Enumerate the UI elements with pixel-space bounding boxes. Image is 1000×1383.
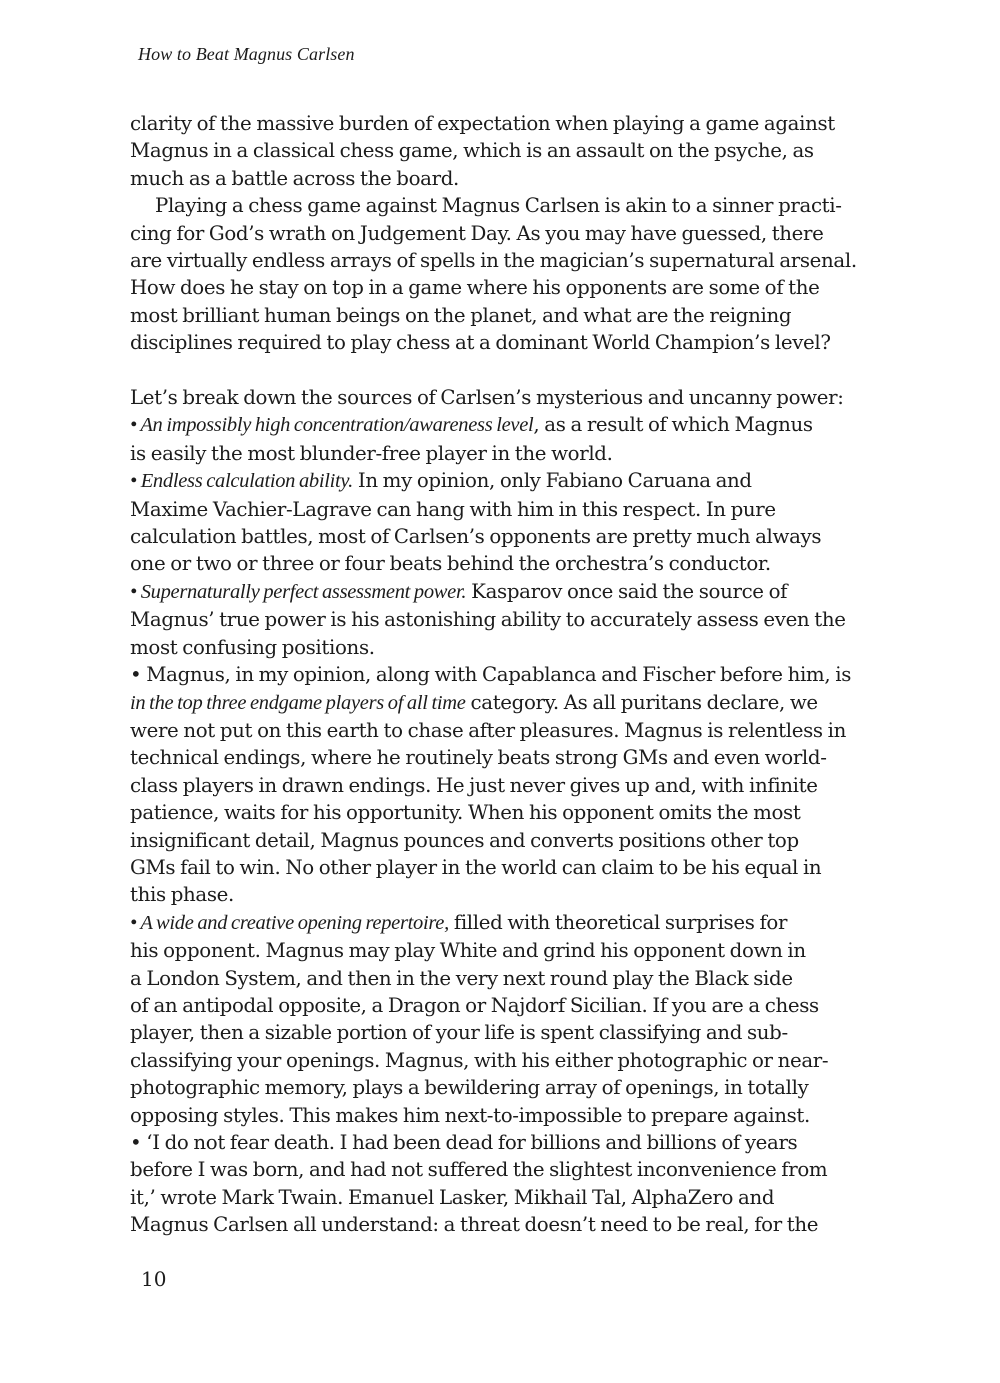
text-line: a London System, and then in the very next round play the Black side [130,966,793,990]
text-run: Kasparov once said the source of [466,579,788,603]
text-line: before I was born, and had not suffered the slightest inconvenience from [130,1158,828,1182]
intro-paragraph [130,384,870,411]
text-line: were not put on this earth to chase after pleasures. Magnus is relentless in [130,718,846,742]
text-line: most brilliant human beings on the planet, and what are the reigning [130,303,792,327]
emphasis-text: • A wide and creative opening repertoire, [130,911,449,934]
text-run: In my opinion, only Fabiano Caruana and [352,469,752,493]
bullet-twain-quote [130,1129,870,1239]
emphasis-text: in the top three endgame players of all time [130,691,466,714]
text-line: are virtually endless arrays of spells in the magician’s supernatural arsenal. [130,249,857,273]
text-line: Magnus in a classical chess game, which is an assault on the psyche, as [130,139,814,163]
text-line: classifying your openings. Magnus, with his either photographic or near- [130,1048,829,1072]
bullet-endgame [130,661,870,909]
text-line: • Magnus, in my opinion, along with Capablanca and Fischer before him, is [130,663,851,687]
bullet-calculation [130,467,870,578]
text-line: Magnus’ true power is his astonishing ability to accurately assess even the [130,608,846,632]
text-line: class players in drawn endings. He just never gives up and, with infinite [130,773,818,797]
text-run: , as a result of which Magnus [533,413,813,437]
text-line: How does he stay on top in a game where his opponents are some of the [130,276,820,300]
text-line: insignificant detail, Magnus pounces and converts positions other top [130,828,799,852]
text-line: Playing a chess game against Magnus Carlsen is akin to a sinner practi- [155,194,842,218]
paragraph-gap [130,357,870,384]
text-line: patience, waits for his opportunity. When his opponent omits the most [130,801,801,825]
text-line [130,689,870,717]
text-line: cing for God’s wrath on Judgement Day. As you may have guessed, there [130,221,824,245]
page-body [130,110,870,1239]
text-line: this phase. [130,883,234,907]
text-line [130,467,870,495]
page-number: 10 [141,1267,167,1291]
text-line: Magnus Carlsen all understand: a threat doesn’t need to be real, for the [130,1213,819,1237]
text-line: calculation battles, most of Carlsen’s opponents are pretty much always [130,525,822,549]
text-line: his opponent. Magnus may play White and grind his opponent down in [130,939,806,963]
text-line: clarity of the massive burden of expectation when playing a game against [130,112,835,135]
bullet-assessment [130,578,870,661]
text-line: player, then a sizable portion of your life is spent classifying and sub- [130,1021,788,1045]
running-header: How to Beat Magnus Carlsen [138,44,355,64]
text-line: disciplines required to play chess at a dominant World Champion’s level? [130,331,831,355]
text-run: filled with theoretical surprises for [448,910,788,934]
text-line: technical endings, where he routinely beats strong GMs and even world- [130,746,827,770]
text-line: GMs fail to win. No other player in the world can claim to be his equal in [130,855,822,879]
text-line: is easily the most blunder-free player in the world. [130,441,613,465]
text-line: much as a battle across the board. [130,166,459,190]
text-line [130,909,870,937]
text-line [130,411,870,439]
bullet-opening-repertoire [130,909,870,1129]
emphasis-text: • An impossibly high concentration/awareness level [130,414,534,437]
text-line: • ‘I do not fear death. I had been dead for billions and billions of years [130,1131,798,1155]
text-line [130,578,870,606]
text-run: category. As all puritans declare, we [465,690,818,714]
text-line: one or two or three or four beats behind the orchestra’s conductor. [130,552,771,576]
paragraph-sinner [130,192,870,356]
bullet-concentration [130,411,870,467]
text-line: of an antipodal opposite, a Dragon or Najdorf Sicilian. If you are a chess [130,993,819,1017]
text-line: most confusing positions. [130,635,375,659]
text-line: Let’s break down the sources of Carlsen’s mysterious and uncanny power: [130,386,844,410]
text-line: Maxime Vachier-Lagrave can hang with him in this respect. In pure [130,497,776,521]
emphasis-text: • Endless calculation ability. [130,470,353,493]
text-line: photographic memory, plays a bewildering array of openings, in totally [130,1076,809,1100]
text-line: it,’ wrote Mark Twain. Emanuel Lasker, Mikhail Tal, AlphaZero and [130,1185,775,1209]
text-line: opposing styles. This makes him next-to-impossible to prepare against. [130,1103,810,1127]
emphasis-text: • Supernaturally perfect assessment power. [130,580,467,603]
paragraph-continued [130,110,870,192]
